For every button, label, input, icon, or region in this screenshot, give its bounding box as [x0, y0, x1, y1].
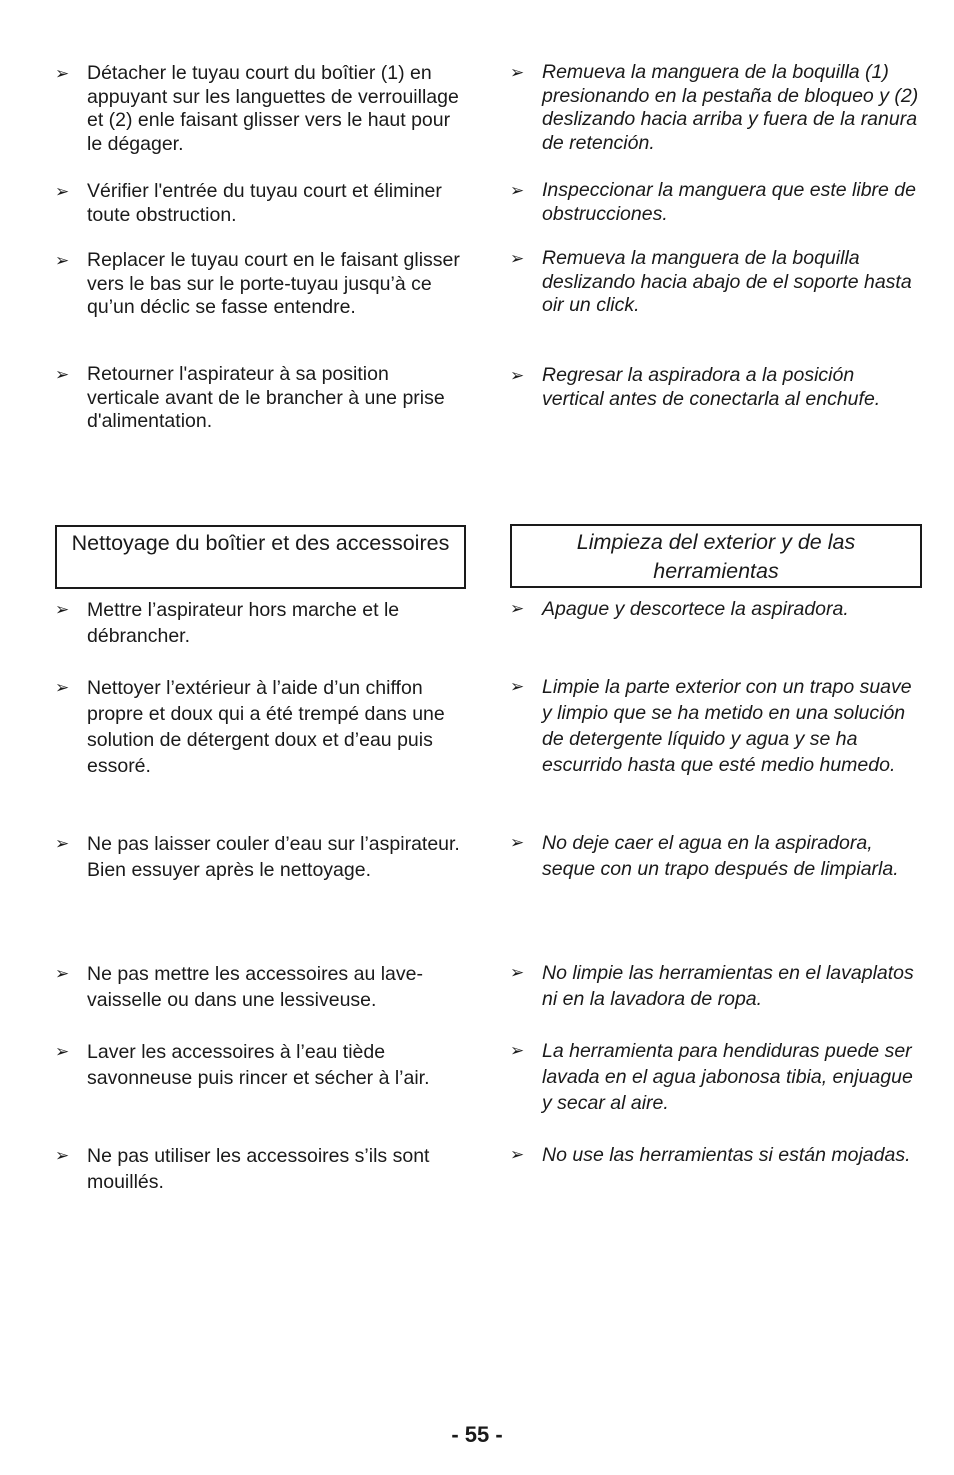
list-item	[510, 247, 920, 318]
list-item-text: No limpie las herramientas en el lavaplatos ni en la lavadora de ropa.	[542, 962, 914, 1010]
list-item-text: Apague y descortece la aspiradora.	[542, 598, 849, 620]
list-item	[510, 674, 920, 778]
arrow-bullet-icon: ➢	[510, 249, 525, 268]
arrow-bullet-icon: ➢	[55, 834, 70, 853]
arrow-bullet-icon: ➢	[510, 833, 525, 852]
list-item	[55, 249, 465, 320]
arrow-bullet-icon: ➢	[55, 1146, 70, 1165]
arrow-bullet-icon: ➢	[510, 599, 525, 618]
list-item	[55, 1039, 465, 1091]
list-item-text: No use las herramientas si están mojadas.	[542, 1144, 911, 1166]
arrow-bullet-icon: ➢	[55, 678, 70, 697]
arrow-bullet-icon: ➢	[55, 64, 70, 83]
arrow-bullet-icon: ➢	[55, 1042, 70, 1061]
arrow-bullet-icon: ➢	[510, 366, 525, 385]
list-item-text: Nettoyer l’extérieur à l’aide d’un chiffon propre et doux qui a été trempé dans une solution de détergent doux et d’eau puis essoré.	[87, 677, 445, 777]
list-item	[510, 364, 920, 411]
list-item-text: Regresar la aspiradora a la posición vertical antes de conectarla al enchufe.	[542, 364, 881, 410]
list-item-text: Détacher le tuyau court du boîtier (1) en appuyant sur les languettes de verrouillage et (2) enle faisant glisser vers le haut pour le dégager.	[87, 62, 459, 155]
arrow-bullet-icon: ➢	[510, 1145, 525, 1164]
section-heading-text: Nettoyage du boîtier et des accessoires	[71, 531, 450, 555]
list-item-text: Laver les accessoires à l’eau tiède savonneuse puis rincer et sécher à l’air.	[87, 1041, 430, 1089]
arrow-bullet-icon: ➢	[55, 600, 70, 619]
list-item-text: Retourner l'aspirateur à sa position verticale avant de le brancher à une prise d'alimentation.	[87, 363, 445, 432]
list-item	[55, 597, 465, 649]
section-heading	[510, 524, 922, 588]
list-item-text: Remueva la manguera de la boquilla deslizando hacia abajo de el soporte hasta oir un click.	[542, 247, 912, 316]
arrow-bullet-icon: ➢	[510, 1041, 525, 1060]
list-item-text: Limpie la parte exterior con un trapo suave y limpio que se ha metido en una solución de detergente líquido y agua y se ha escurrido hasta que esté medio humedo.	[542, 676, 912, 776]
list-item-text: Ne pas mettre les accessoires au lave-vaisselle ou dans une lessiveuse.	[87, 963, 423, 1011]
list-item-text: Ne pas utiliser les accessoires s’ils sont mouillés.	[87, 1145, 430, 1193]
arrow-bullet-icon: ➢	[510, 63, 525, 82]
list-item-text: Mettre l’aspirateur hors marche et le débrancher.	[87, 599, 400, 647]
arrow-bullet-icon: ➢	[55, 964, 70, 983]
list-item-text: Vérifier l'entrée du tuyau court et éliminer toute obstruction.	[87, 180, 442, 226]
list-item-text: Ne pas laisser couler d’eau sur l’aspirateur. Bien essuyer après le nettoyage.	[87, 833, 460, 881]
arrow-bullet-icon: ➢	[55, 365, 70, 384]
list-item	[55, 1143, 465, 1195]
arrow-bullet-icon: ➢	[55, 251, 70, 270]
section-heading	[55, 525, 466, 589]
french-column	[55, 0, 465, 1300]
list-item	[55, 363, 465, 434]
list-item	[55, 62, 465, 156]
list-item	[55, 831, 465, 883]
section-heading-text: Limpieza del exterior y de las herramientas	[576, 530, 856, 583]
page-number: - 55 -	[451, 1422, 503, 1447]
list-item-text: No deje caer el agua en la aspiradora, seque con un trapo después de limpiarla.	[542, 832, 899, 880]
list-item	[510, 830, 920, 882]
list-item	[510, 1142, 920, 1168]
spanish-column	[510, 0, 920, 1300]
list-item	[55, 180, 465, 227]
list-item	[510, 179, 920, 226]
arrow-bullet-icon: ➢	[510, 677, 525, 696]
list-item-text: Remueva la manguera de la boquilla (1) presionando en la pestaña de bloqueo y (2) deslizando hacia arriba y fuera de la ranura de retención.	[542, 61, 919, 154]
list-item	[510, 1038, 920, 1116]
arrow-bullet-icon: ➢	[510, 181, 525, 200]
list-item	[510, 61, 920, 155]
list-item	[55, 961, 465, 1013]
list-item	[55, 675, 465, 779]
list-item	[510, 596, 920, 622]
arrow-bullet-icon: ➢	[55, 182, 70, 201]
list-item-text: Replacer le tuyau court en le faisant glisser vers le bas sur le porte-tuyau jusqu’à ce qu’un déclic se fasse entendre.	[87, 249, 460, 318]
list-item-text: La herramienta para hendiduras puede ser lavada en el agua jabonosa tibia, enjuague y secar al aire.	[542, 1040, 913, 1114]
list-item-text: Inspeccionar la manguera que este libre de obstrucciones.	[542, 179, 916, 225]
arrow-bullet-icon: ➢	[510, 963, 525, 982]
list-item	[510, 960, 920, 1012]
